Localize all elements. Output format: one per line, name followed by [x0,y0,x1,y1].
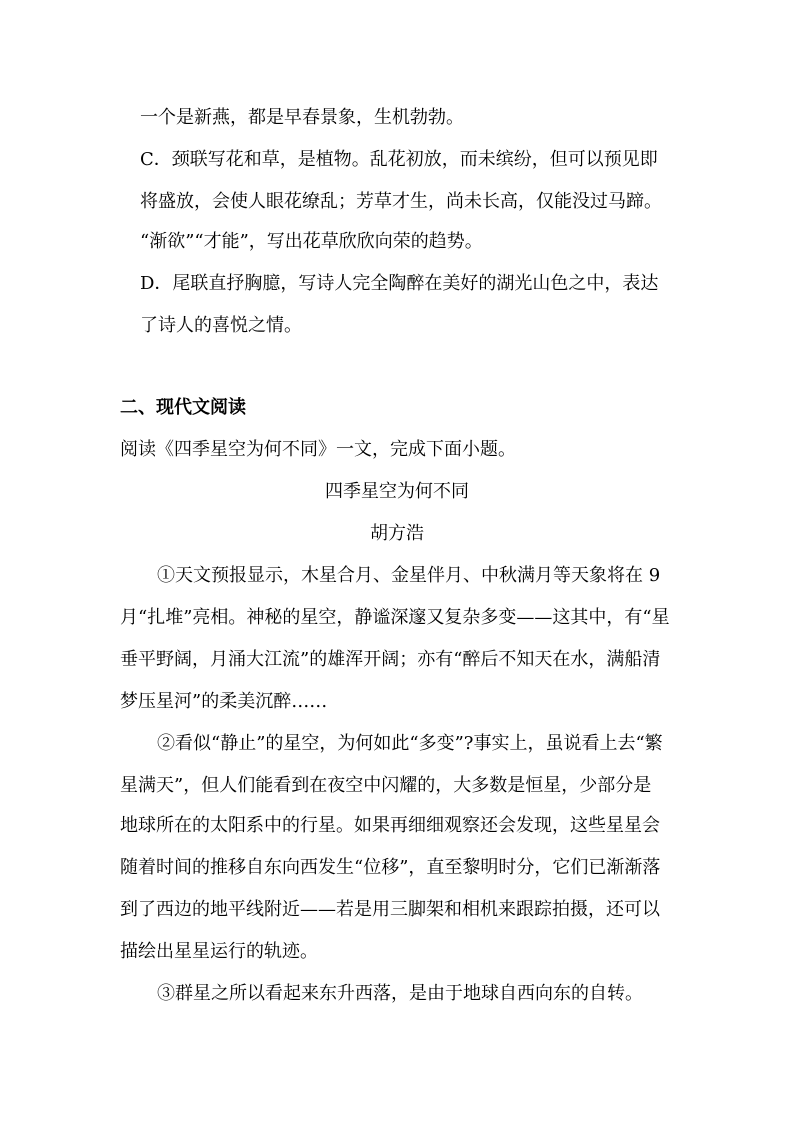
paragraph-2-line-4: 随着时间的推移自东向西发生“位移”，直至黎明时分，它们已渐渐落 [120,857,661,878]
paragraph-2-line-2: 星满天”，但人们能看到在夜空中闪耀的，大多数是恒星，少部分是 [120,775,652,796]
paragraph-2-line-6: 描绘出星星运行的轨迹。 [120,941,318,962]
paragraph-1-line-1: ①天文预报显示，木星合月、金星伴月、中秋满月等天象将在 9 [157,565,661,586]
section-heading: 二、现代文阅读 [120,397,246,418]
paragraph-2-line-5: 到了西边的地平线附近——若是用三脚架和相机来跟踪拍摄，还可以 [120,899,660,920]
option-c-line-3: “渐欲”“才能”，写出花草欣欣向荣的趋势。 [140,231,483,252]
paragraph-2-line-1: ②看似“静止”的星空，为何如此“多变”?事实上，虽说看上去“繁 [157,733,663,754]
paragraph-1-line-3: 垂平野阔，月涌大江流”的雄浑开阔；亦有“醉后不知天在水，满船清 [120,649,661,670]
option-d-line-1: D．尾联直抒胸臆，写诗人完全陶醉在美好的湖光山色之中，表达 [140,273,659,294]
article-author: 胡方浩 [370,523,424,544]
paragraph-2-line-3: 地球所在的太阳系中的行星。如果再细细观察还会发现，这些星星会 [120,815,660,836]
option-c-line-2: 将盛放，会使人眼花缭乱；芳草才生，尚未长高，仅能没过马蹄。 [140,191,662,212]
option-c-line-1: C．颈联写花和草，是植物。乱花初放，而未缤纷，但可以预见即 [140,149,658,170]
paragraph-3-line-1: ③群星之所以看起来东升西落，是由于地球自西向东的自转。 [157,983,643,1004]
option-d-line-2: 了诗人的喜悦之情。 [140,315,302,336]
paragraph-1-line-4: 梦压星河”的柔美沉醉…… [120,691,328,712]
article-title: 四季星空为何不同 [325,481,469,502]
option-b-tail: 一个是新燕，都是早春景象，生机勃勃。 [140,107,464,128]
reading-instruction: 阅读《四季星空为何不同》一文，完成下面小题。 [120,439,516,460]
paragraph-1-line-2: 月“扎堆”亮相。神秘的星空，静谧深邃又复杂多变——这其中，有“星 [120,607,670,628]
